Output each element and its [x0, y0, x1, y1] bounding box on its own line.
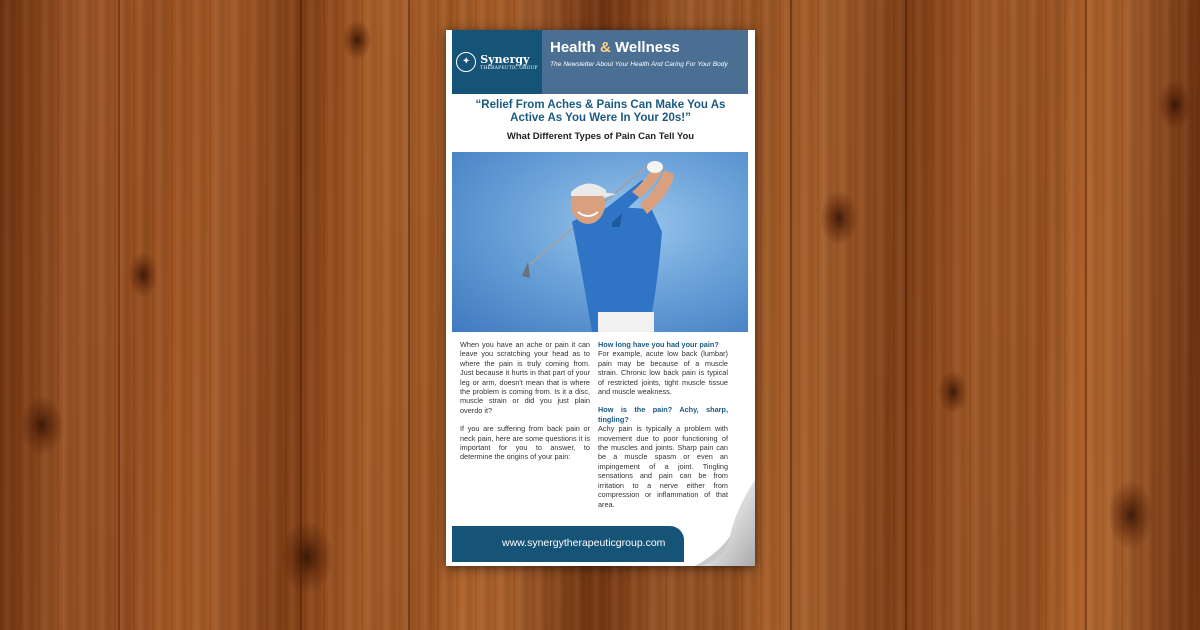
answer-duration: For example, acute low back (lumbar) pain may be because of a muscle strain. Chronic low back pain is typical of restricted joints, tight muscle tissue and muscle weakness. [598, 349, 728, 397]
newsletter-subtitle: The Newsletter About Your Health And Caring For Your Body [550, 61, 728, 68]
headline: “Relief From Aches & Pains Can Make You As Active As You Were In Your 20s!” [475, 99, 726, 124]
newsletter-title-box [542, 30, 748, 94]
plank-seam [1085, 0, 1087, 630]
website-link[interactable]: www.synergytherapeuticgroup.com [502, 537, 666, 549]
wood-knot [128, 252, 158, 298]
newsletter-header [452, 30, 748, 94]
brand-name: Synergy [480, 52, 530, 66]
wood-knot [342, 20, 372, 60]
article-subheading: What Different Types of Pain Can Tell You [506, 131, 695, 142]
questions-intro-paragraph: If you are suffering from back pain or neck pain, here are some questions it is important for you to answer, to determine the origins of your pain: [460, 424, 590, 462]
question-duration: How long have you had your pain? [598, 340, 719, 349]
brand-subtitle: THERAPEUTIC GROUP [480, 65, 538, 71]
page-curl [695, 480, 755, 566]
newsletter-title: Health & Wellness [550, 39, 680, 56]
answer-type: Achy pain is typically a problem with movement due to poor functioning of the muscles and joints. Sharp pain can be a muscle spasm or even an impingement of a joint. Tingling sensations and pain can be from irritation to a nerve either from compression or inflammation of that area. [598, 424, 728, 509]
newsletter-page [446, 30, 755, 566]
plank-seam [408, 0, 410, 630]
question-type: How is the pain? Achy, sharp, tingling? [598, 405, 728, 424]
plank-seam [790, 0, 792, 630]
golfer-illustration [452, 152, 748, 332]
intro-paragraph: When you have an ache or pain it can leave you scratching your head as to where the pain is truly coming from. Just because it hurts in that part of your leg or arm, doesn't mean that is where the problem is coming from. Is it a disc, muscle strain or did you just plain overdo it? [460, 340, 590, 415]
plank-seam [905, 0, 907, 630]
footer-banner [452, 526, 684, 562]
golfer-photo [452, 152, 748, 332]
brand-logo [452, 30, 542, 94]
wood-knot [1158, 80, 1192, 130]
seal-icon: ✦ [456, 52, 476, 72]
wood-knot [1108, 480, 1154, 550]
plank-seam [118, 0, 120, 630]
wood-knot [820, 190, 858, 246]
article-left-column [460, 340, 590, 471]
wood-knot [280, 520, 334, 594]
wood-knot [938, 370, 968, 414]
wood-knot [20, 395, 64, 455]
